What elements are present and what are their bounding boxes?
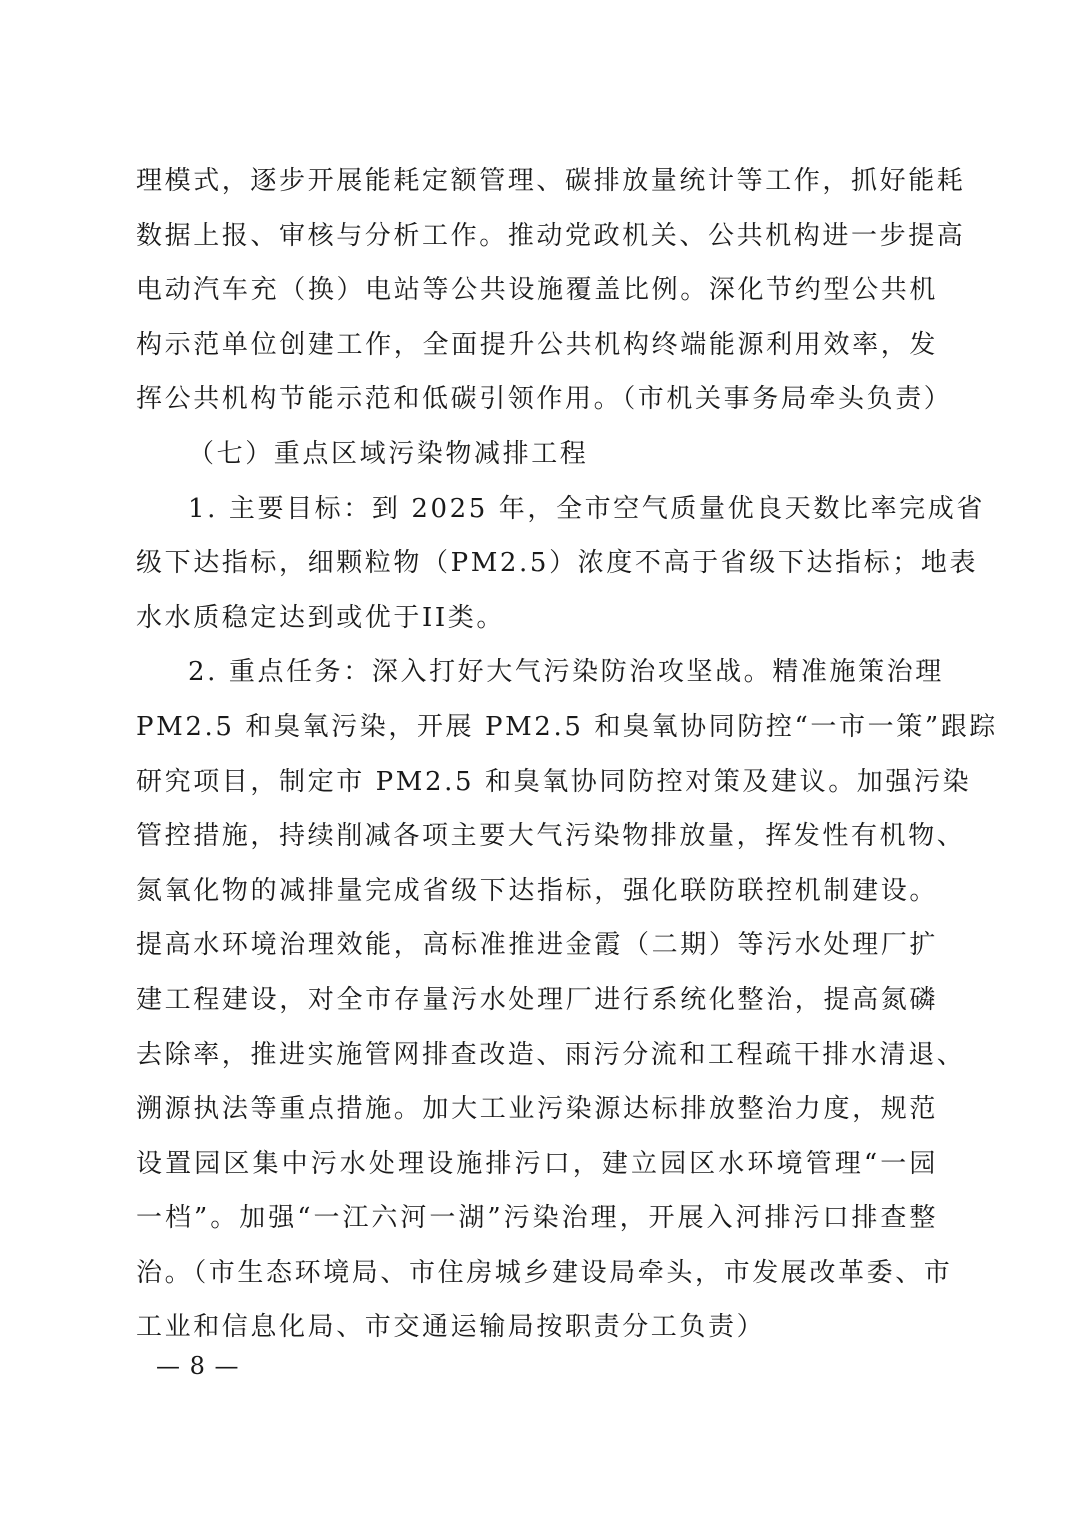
text-line-5: 挥公共机构节能示范和低碳引领作用。（市机关事务局牵头负责） <box>136 384 953 415</box>
text-line-2: 数据上报、审核与分析工作。推动党政机关、公共机构进一步提高 <box>136 220 966 251</box>
text-line-4: 构示范单位创建工作，全面提升公共机构终端能源利用效率，发 <box>136 329 938 360</box>
text-line-19: 设置园区集中污水处理设施排污口，建立园区水环境管理“一园 <box>136 1148 938 1179</box>
text-line-16: 建工程建设，对全市存量污水处理厂进行系统化整治，提高氮磷 <box>136 984 938 1015</box>
text-line-22: 工业和信息化局、市交通运输局按职责分工负责） <box>136 1312 766 1343</box>
text-line-7: 1. 主要目标：到 2025 年，全市空气质量优良天数比率完成省 <box>188 493 985 524</box>
text-line-17: 去除率，推进实施管网排查改造、雨污分流和工程疏干排水清退、 <box>136 1039 966 1070</box>
text-line-21: 治。（市生态环境局、市住房城乡建设局牵头，市发展改革委、市 <box>136 1257 953 1288</box>
text-line-20: 一档”。加强“一江六河一湖”污染治理，开展入河排污口排查整 <box>136 1203 938 1234</box>
text-line-1: 理模式，逐步开展能耗定额管理、碳排放量统计等工作，抓好能耗 <box>136 166 966 196</box>
text-line-15: 提高水环境治理效能，高标准推进金霞（二期）等污水处理厂扩 <box>136 930 938 961</box>
text-line-11: PM2.5 和臭氧污染，开展 PM2.5 和臭氧协同防控“一市一策”跟踪 <box>136 711 998 742</box>
section-heading: （七）重点区域污染物减排工程 <box>188 438 589 469</box>
text-line-18: 溯源执法等重点措施。加大工业污染源达标排放整治力度，规范 <box>136 1094 938 1125</box>
body-text <box>136 154 998 1355</box>
page-number: — 8 — <box>156 1352 240 1380</box>
text-line-12: 研究项目，制定市 PM2.5 和臭氧协同防控对策及建议。加强污染 <box>136 766 972 797</box>
text-line-14: 氮氧化物的减排量完成省级下达指标，强化联防联控机制建设。 <box>136 875 938 906</box>
text-line-8: 级下达指标，细颗粒物（PM2.5）浓度不高于省级下达指标；地表 <box>136 548 979 579</box>
text-line-3: 电动汽车充（换）电站等公共设施覆盖比例。深化节约型公共机 <box>136 275 938 306</box>
text-line-10: 2. 重点任务：深入打好大气污染防治攻坚战。精准施策治理 <box>188 657 944 688</box>
text-line-9: 水水质稳定达到或优于II类。 <box>136 602 505 633</box>
text-line-13: 管控措施，持续削减各项主要大气污染物排放量，挥发性有机物、 <box>136 821 966 852</box>
